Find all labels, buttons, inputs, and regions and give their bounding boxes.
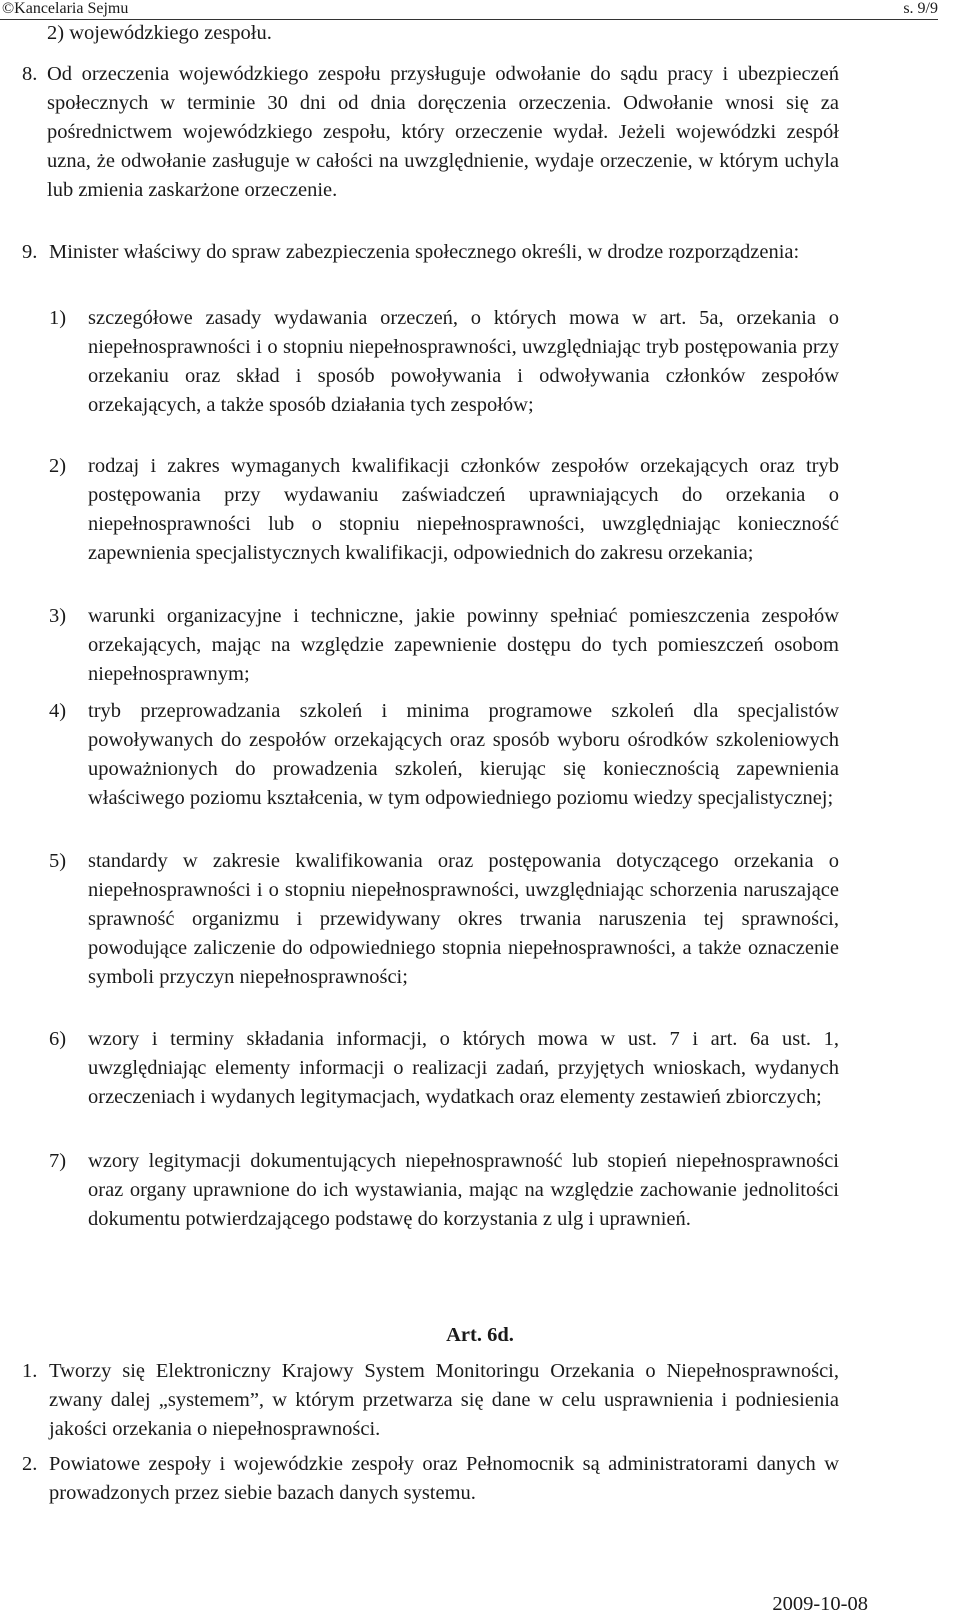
item-number: 6) bbox=[49, 1028, 67, 1050]
item-number: 7) bbox=[49, 1150, 67, 1172]
item-text: tryb przeprowadzania szkoleń i minima programowe szkoleń dla specjalistów powoływanych do zespołów orzekających oraz sposób wyboru ośrodków szkoleniowych upoważnionych do prowadzenia szkoleń, kierując się koniecznością zapewnienia właściwego poziomu kształcenia, w tym odpowiedniego poziomu wiedzy specjalistycznej; bbox=[88, 700, 839, 809]
item-number: 5) bbox=[49, 850, 67, 872]
header-source: ©Kancelaria Sejmu bbox=[2, 0, 129, 17]
page-header bbox=[0, 0, 938, 20]
paragraph-text bbox=[49, 60, 839, 205]
paragraph-number: 9. bbox=[22, 241, 38, 263]
article-heading: Art. 6d. bbox=[446, 1324, 514, 1346]
paragraph-number: 2. bbox=[22, 1453, 38, 1475]
document-date: 2009-10-08 bbox=[772, 1593, 868, 1615]
item-number: 1) bbox=[49, 307, 67, 329]
item-text: szczegółowe zasady wydawania orzeczeń, o których mowa w art. 5a, orzekania o niepełnosprawności i o stopniu niepełnosprawności, uwzględniając tryb postępowania przy orzekaniu oraz skład i sposób powoływania i odwoływania członków zespołów orzekających, a także sposób działania tych zespołów; bbox=[88, 307, 839, 416]
paragraph-text: Minister właściwy do spraw zabezpieczenia społecznego określi, w drodze rozporządzenia: bbox=[49, 241, 800, 263]
item-number: 3) bbox=[49, 605, 67, 627]
paragraph-number: 1. bbox=[22, 1360, 38, 1382]
paragraph-number: 8. bbox=[22, 63, 38, 85]
item-number: 2) bbox=[49, 455, 67, 477]
paragraph-text: Powiatowe zespoły i wojewódzkie zespoły oraz Pełnomocnik są administratorami danych w prowadzonych przez siebie bazach danych systemu. bbox=[49, 1453, 839, 1504]
list-item-top bbox=[47, 19, 827, 48]
item-text: wzory i terminy składania informacji, o których mowa w ust. 7 i art. 6a ust. 1, uwzględniając elementy informacji o realizacji zadań, przyjętych wnioskach, wydanych orzeczeniach i wydanych legitymacjach, wydatkach oraz elementy zestawień zbiorczych; bbox=[88, 1028, 839, 1108]
paragraph-8-text: Od orzeczenia wojewódzkiego zespołu przysługuje odwołanie do sądu pracy i ubezpieczeń społecznych w terminie 30 dni od dnia doręczenia orzeczenia. Odwołanie wnosi się za pośrednictwem wojewódzkiego zespołu, który orzeczenie wydał. Jeżeli wojewódzki zespół uzna, że odwołanie zasługuje w całości na uwzględnienie, wydaje orzeczenie, w którym uchyla lub zmienia zaskarżone orzeczenie. bbox=[47, 63, 839, 201]
paragraph-text: Tworzy się Elektroniczny Krajowy System Monitoringu Orzekania o Niepełnosprawności, zwany dalej „systemem”, w którym przetwarza się dane w celu usprawnienia i podniesienia jakości orzekania o niepełnosprawności. bbox=[49, 1360, 839, 1440]
list-item-text: 2) wojewódzkiego zespołu. bbox=[47, 22, 272, 44]
item-text: rodzaj i zakres wymaganych kwalifikacji członków zespołów orzekających oraz tryb postępowania przy wydawaniu zaświadczeń uprawniających do orzekania o niepełnosprawności lub o stopniu niepełnosprawności, uwzględniając konieczność zapewnienia specjalistycznych kwalifikacji, odpowiednich do zakresu orzekania; bbox=[88, 455, 839, 564]
item-text: warunki organizacyjne i techniczne, jakie powinny spełniać pomieszczenia zespołów orzekających, mając na względzie zapewnienie dostępu do tych pomieszczeń osobom niepełnosprawnym; bbox=[88, 605, 839, 685]
item-text: standardy w zakresie kwalifikowania oraz postępowania dotyczącego orzekania o niepełnosprawności i o stopniu niepełnosprawności, uwzględniając schorzenia naruszające sprawność organizmu i przewidywany okres trwania naruszenia tej sprawności, powodujące zaliczenie do odpowiedniego stopnia niepełnosprawności, a także oznaczenie symboli przyczyn niepełnosprawności; bbox=[88, 850, 839, 988]
item-text: wzory legitymacji dokumentujących niepełnosprawność lub stopień niepełnosprawności oraz organy uprawnione do ich wystawiania, mając na względzie zachowanie jednolitości dokumentu potwierdzającego podstawę do korzystania z ulg i uprawnień. bbox=[88, 1150, 839, 1230]
item-number: 4) bbox=[49, 700, 67, 722]
header-page-number: s. 9/9 bbox=[903, 0, 938, 17]
